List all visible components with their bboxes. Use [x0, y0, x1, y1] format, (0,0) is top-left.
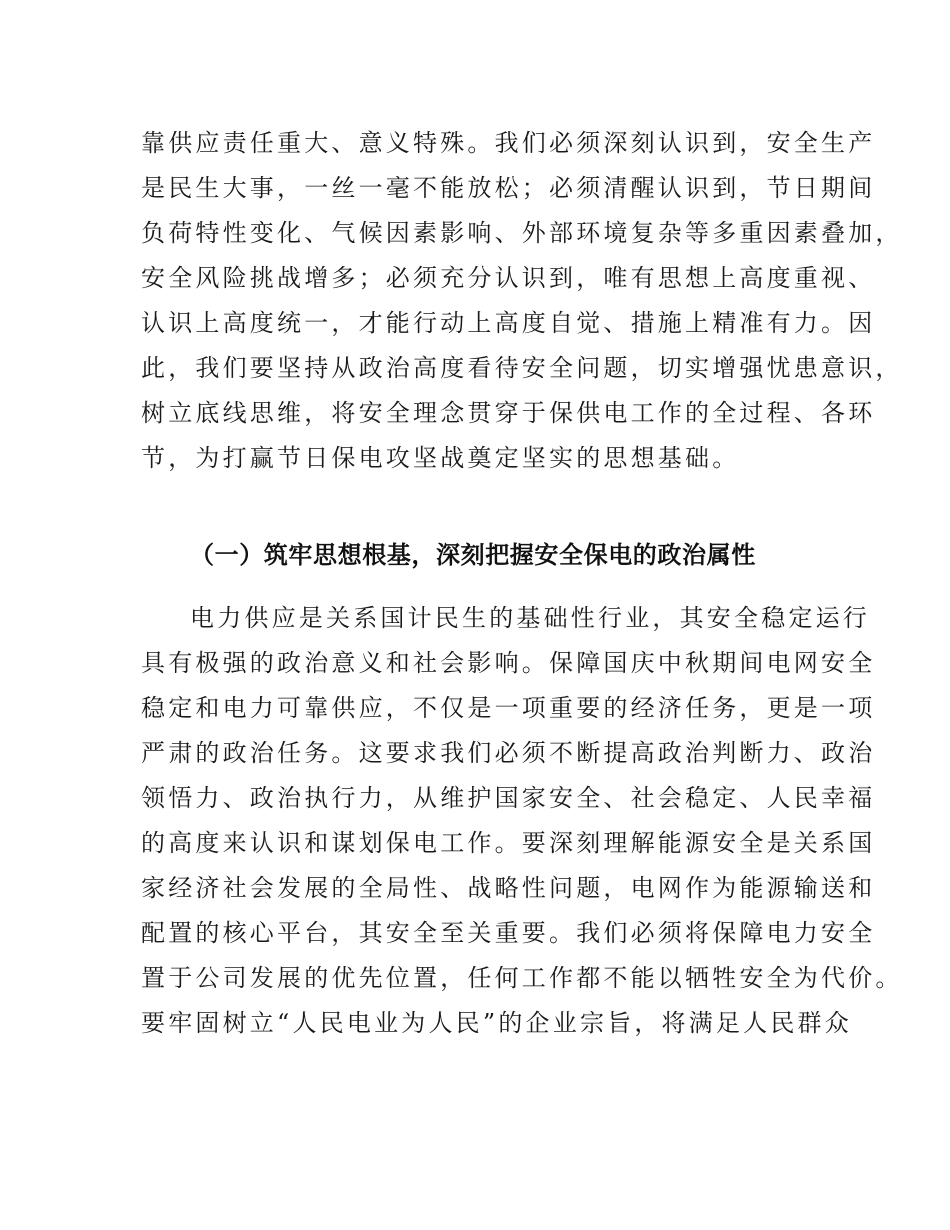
paragraph-1-line-4: 安全风险挑战增多；必须充分认识到，唯有思想上高度重视、 [141, 264, 876, 292]
paragraph-2-line-10: 要牢固树立“人民电业为人民”的企业宗旨，将满足人民群众 [141, 1009, 852, 1037]
paragraph-1-line-5: 认识上高度统一，才能行动上高度自觉、措施上精准有力。因 [141, 309, 876, 337]
paragraph-2-line-3: 稳定和电力可靠供应，不仅是一项重要的经济任务，更是一项 [141, 694, 876, 722]
paragraph-2-line-9: 置于公司发展的优先位置，任何工作都不能以牺牲安全为代价。 [141, 964, 903, 992]
paragraph-2-line-6: 的高度来认识和谋划保电工作。要深刻理解能源安全是关系国 [141, 829, 876, 857]
paragraph-1-line-3: 负荷特性变化、气候因素影响、外部环境复杂等多重因素叠加， [141, 219, 903, 247]
paragraph-1-line-2: 是民生大事，一丝一毫不能放松；必须清醒认识到，节日期间 [141, 174, 876, 202]
section-heading: （一）筑牢思想根基，深刻把握安全保电的政治属性 [190, 541, 756, 569]
paragraph-1-line-7: 树立底线思维，将安全理念贯穿于保供电工作的全过程、各环 [141, 399, 876, 427]
paragraph-1-line-8: 节，为打赢节日保电攻坚战奠定坚实的思想基础。 [141, 444, 740, 472]
paragraph-2-line-8: 配置的核心平台，其安全至关重要。我们必须将保障电力安全 [141, 919, 876, 947]
paragraph-1-line-1: 靠供应责任重大、意义特殊。我们必须深刻认识到，安全生产 [141, 129, 876, 157]
paragraph-2-line-2: 具有极强的政治意义和社会影响。保障国庆中秋期间电网安全 [141, 649, 876, 677]
paragraph-2-line-5: 领悟力、政治执行力，从维护国家安全、社会稳定、人民幸福 [141, 784, 876, 812]
paragraph-2-line-7: 家经济社会发展的全局性、战略性问题，电网作为能源输送和 [141, 874, 876, 902]
paragraph-2-line-4: 严肃的政治任务。这要求我们必须不断提高政治判断力、政治 [141, 739, 876, 767]
paragraph-2-line-1: 电力供应是关系国计民生的基础性行业，其安全稳定运行 [190, 604, 870, 632]
paragraph-1-line-6: 此，我们要坚持从政治高度看待安全问题，切实增强忧患意识， [141, 354, 903, 382]
